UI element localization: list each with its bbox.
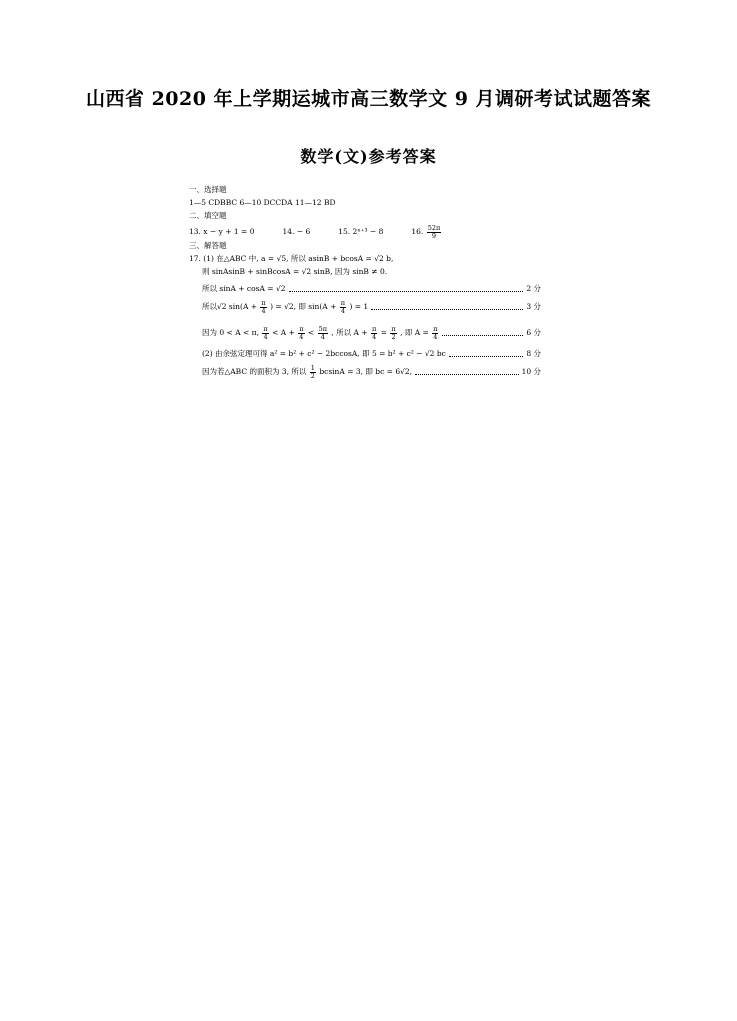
fraction-numerator: π — [372, 325, 377, 333]
answer-15: 15. 2ⁿ⁺³ − 8 — [338, 226, 384, 236]
section-heading-choice: 一、选择题 — [189, 185, 227, 194]
fraction — [310, 365, 316, 379]
answer-key — [189, 186, 541, 382]
fraction-denominator: 4 — [263, 332, 268, 341]
fraction — [390, 326, 396, 340]
fill-answers — [189, 222, 541, 242]
answer-14: 14. − 6 — [282, 226, 311, 236]
fraction — [371, 326, 377, 340]
solution-line-4 — [189, 297, 541, 317]
text-part: < — [307, 328, 315, 337]
solution-line-5 — [189, 323, 541, 343]
solution-text — [202, 326, 439, 340]
text-part: 所以√2 sin(A + — [202, 302, 258, 311]
fraction-denominator: 2 — [391, 332, 396, 341]
text-part: , 即 A = — [400, 328, 429, 337]
fraction-numerator: π — [433, 325, 438, 333]
solution-text: (2) 由余弦定理可得 a² = b² + c² − 2bccosA, 即 5 = b² + c² − √2 bc — [202, 348, 446, 358]
solution-text: 所以 sinA + cosA = √2 — [202, 283, 286, 293]
fraction-numerator: 5π — [318, 325, 327, 333]
fraction-numerator: 1 — [310, 364, 315, 372]
answer-13: 13. x − y + 1 = 0 — [189, 226, 255, 236]
fraction — [318, 326, 328, 340]
leader-dots — [415, 374, 519, 375]
solution-line-2: 则 sinAsinB + sinBcosA = √2 sinB, 因为 sinB ≠ 0. — [202, 267, 388, 276]
fraction-denominator: 4 — [372, 332, 377, 341]
text-part: bcsinA = 3, 即 bc = 6√2, — [319, 367, 413, 376]
fraction-numerator: 52π — [427, 224, 441, 232]
solution-text — [202, 300, 368, 314]
answer-16-prefix: 16. — [411, 227, 424, 236]
score-label: 8 分 — [526, 348, 541, 358]
fraction-numerator: π — [263, 325, 268, 333]
score-label: 10 分 — [521, 366, 541, 376]
fraction-denominator: 4 — [320, 332, 325, 341]
fraction-numerator: π — [340, 299, 346, 307]
section-heading-solution: 三、解答题 — [189, 241, 227, 250]
page-title: 山西省 2020 年上学期运城市高三数学文 9 月调研考试试题答案 — [85, 88, 652, 110]
leader-dots — [442, 335, 523, 336]
text-part: ) = 1 — [349, 302, 369, 311]
text-part: = — [380, 328, 387, 337]
choice-answers: 1—5 CDBBC 6—10 DCCDA 11—12 BD — [189, 198, 336, 207]
fraction-denominator: 4 — [340, 306, 345, 315]
score-label: 3 分 — [526, 301, 541, 311]
score-label: 2 分 — [526, 283, 541, 293]
text-part: ) = √2, 即 sin(A + — [270, 302, 337, 311]
fraction-numerator: π — [261, 299, 266, 307]
answer-16-fraction — [427, 225, 442, 239]
leader-dots — [289, 291, 524, 292]
text-part: 因为 0 < A < π, — [202, 328, 259, 337]
solution-line-3 — [189, 284, 541, 294]
answer-subtitle: 数学(文)参考答案 — [300, 147, 437, 166]
fraction-denominator: 4 — [299, 332, 304, 341]
fraction-denominator: 2 — [310, 371, 315, 380]
solution-line-6 — [189, 349, 541, 359]
fraction — [260, 300, 266, 314]
leader-dots — [449, 356, 524, 357]
fraction-numerator: π — [299, 325, 304, 333]
fraction-denominator: 4 — [261, 306, 266, 315]
text-part: , 所以 A + — [331, 328, 368, 337]
fraction — [298, 326, 304, 340]
solution-line-7 — [189, 362, 541, 382]
text-part: < A + — [272, 328, 295, 337]
fraction-numerator: π — [391, 325, 396, 333]
text-part: 因为若△ABC 的面积为 3, 所以 — [202, 367, 307, 376]
solution-line-1: 17. (1) 在△ABC 中, a = √5, 所以 asinB + bcosA = √2 b, — [189, 254, 394, 263]
answer-16 — [411, 225, 442, 239]
section-heading-fill: 二、填空题 — [189, 211, 227, 220]
fraction-denominator: 9 — [431, 231, 437, 240]
fraction — [340, 300, 346, 314]
score-label: 6 分 — [526, 327, 541, 337]
fraction-denominator: 4 — [433, 332, 438, 341]
leader-dots — [371, 309, 523, 310]
solution-text — [202, 365, 412, 379]
fraction — [432, 326, 438, 340]
fraction — [262, 326, 268, 340]
